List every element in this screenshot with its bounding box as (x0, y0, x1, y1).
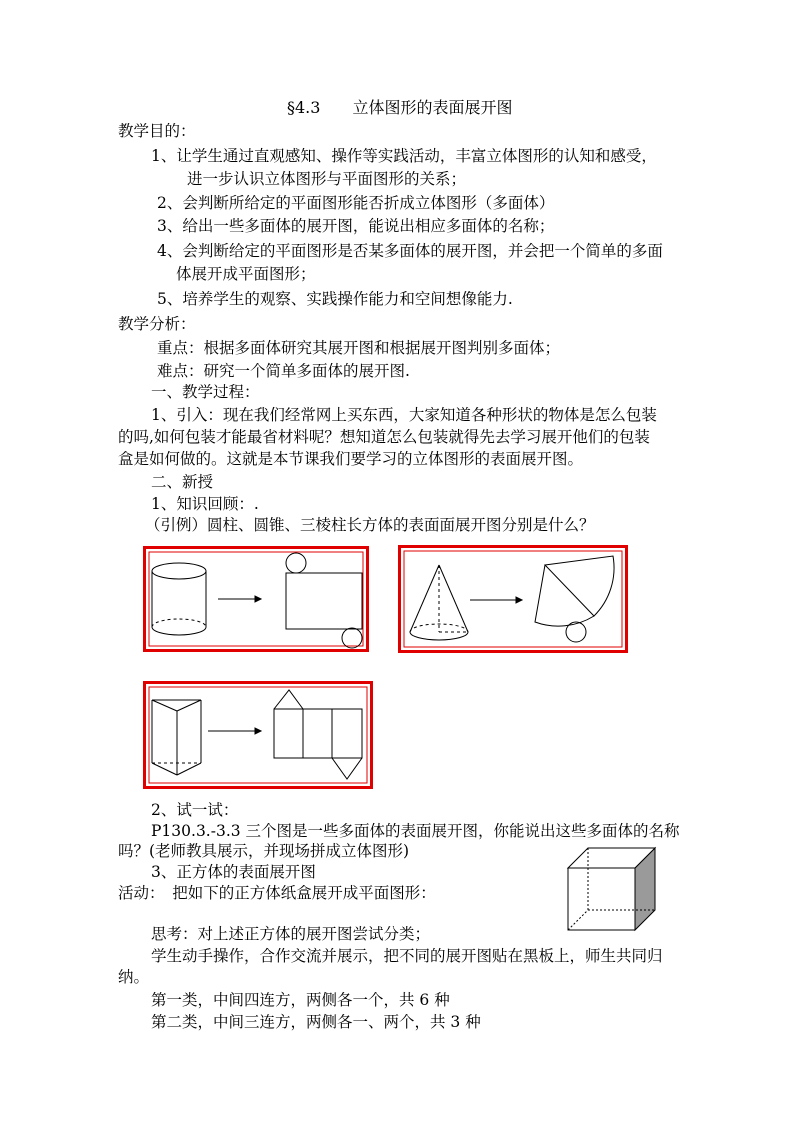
try-line-1: P130.3.-3.3 三个图是一些多面体的表面展开图，你能说出这些多面体的名称 (151, 822, 680, 840)
goal-line-1: 1、让学生通过直观感知、操作等实践活动，丰富立体图形的认知和感受， (151, 147, 657, 165)
cone-icon (410, 565, 468, 640)
new-heading: 二、新授 (151, 473, 214, 491)
prism-net-icon (274, 690, 362, 779)
process-heading: 一、教学过程： (151, 383, 260, 401)
goal-line-4: 4、会判断给定的平面图形是否某多面体的展开图，并会把一个简单的多面 (157, 242, 663, 260)
cone-net-icon (535, 556, 614, 642)
think-line: 思考：对上述正方体的展开图尝试分类； (151, 925, 431, 943)
try-line-2: 吗？(老师教具展示，并现场拼成立体图形) (118, 842, 410, 860)
goal-line-5: 5、培养学生的观察、实践操作能力和空间想像能力. (157, 290, 513, 308)
cylinder-net-figure (143, 546, 369, 652)
cube-heading: 3、正方体的表面展开图 (151, 863, 316, 881)
page-title: §4.3 立体图形的表面展开图 (287, 98, 513, 117)
try-heading: 2、试一试： (151, 801, 239, 819)
class-2-line: 第二类，中间三连方，两侧各一、两个，共 3 种 (151, 1013, 481, 1031)
class-1-line: 第一类，中间四连方，两侧各一个，共 6 种 (151, 991, 450, 1009)
activity-line: 活动： 把如下的正方体纸盒展开成平面图形： (118, 884, 436, 902)
cube-icon (568, 848, 655, 930)
intro-line-2: 的吗,如何包装才能最省材料呢？想知道怎么包装就得先去学习展开他们的包装 (118, 428, 650, 446)
review-line: 1、知识回顾：. (151, 495, 259, 513)
goals-heading: 教学目的： (118, 122, 196, 140)
students-line-2: 纳。 (118, 968, 150, 986)
analysis-heading: 教学分析： (118, 315, 196, 333)
goal-line-2: 2、会判断所给定的平面图形能否折成立体图形（多面体） (157, 194, 555, 212)
goal-line-3: 3、给出一些多面体的展开图，能说出相应多面体的名称； (157, 217, 555, 235)
right-arrow-icon (470, 597, 522, 603)
cylinder-net-icon (286, 553, 362, 648)
difficulty: 难点：研究一个简单多面体的展开图. (157, 362, 410, 380)
cone-net-figure (398, 545, 628, 653)
cylinder-icon (152, 563, 206, 635)
prism-net-figure (143, 681, 373, 789)
intro-line-3: 盒是如何做的。这就是本节课我们要学习的立体图形的表面展开图。 (118, 450, 584, 468)
key-point: 重点：根据多面体研究其展开图和根据展开图判别多面体； (157, 339, 561, 357)
students-line-1: 学生动手操作，合作交流并展示，把不同的展开图贴在黑板上，师生共同归 (151, 947, 663, 965)
example-line: （引例）圆柱、圆锥、三棱柱长方体的表面面展开图分别是什么？ (145, 516, 595, 534)
right-arrow-icon (218, 596, 261, 602)
goal-line-1b: 进一步认识立体图形与平面图形的关系； (187, 170, 467, 188)
prism-icon (152, 700, 201, 775)
cube-figure (566, 846, 658, 932)
goal-line-4b: 体展开成平面图形； (176, 265, 316, 283)
right-arrow-icon (208, 728, 261, 734)
intro-line-1: 1、引入：现在我们经常网上买东西，大家知道各种形状的物体是怎么包装 (151, 406, 657, 424)
